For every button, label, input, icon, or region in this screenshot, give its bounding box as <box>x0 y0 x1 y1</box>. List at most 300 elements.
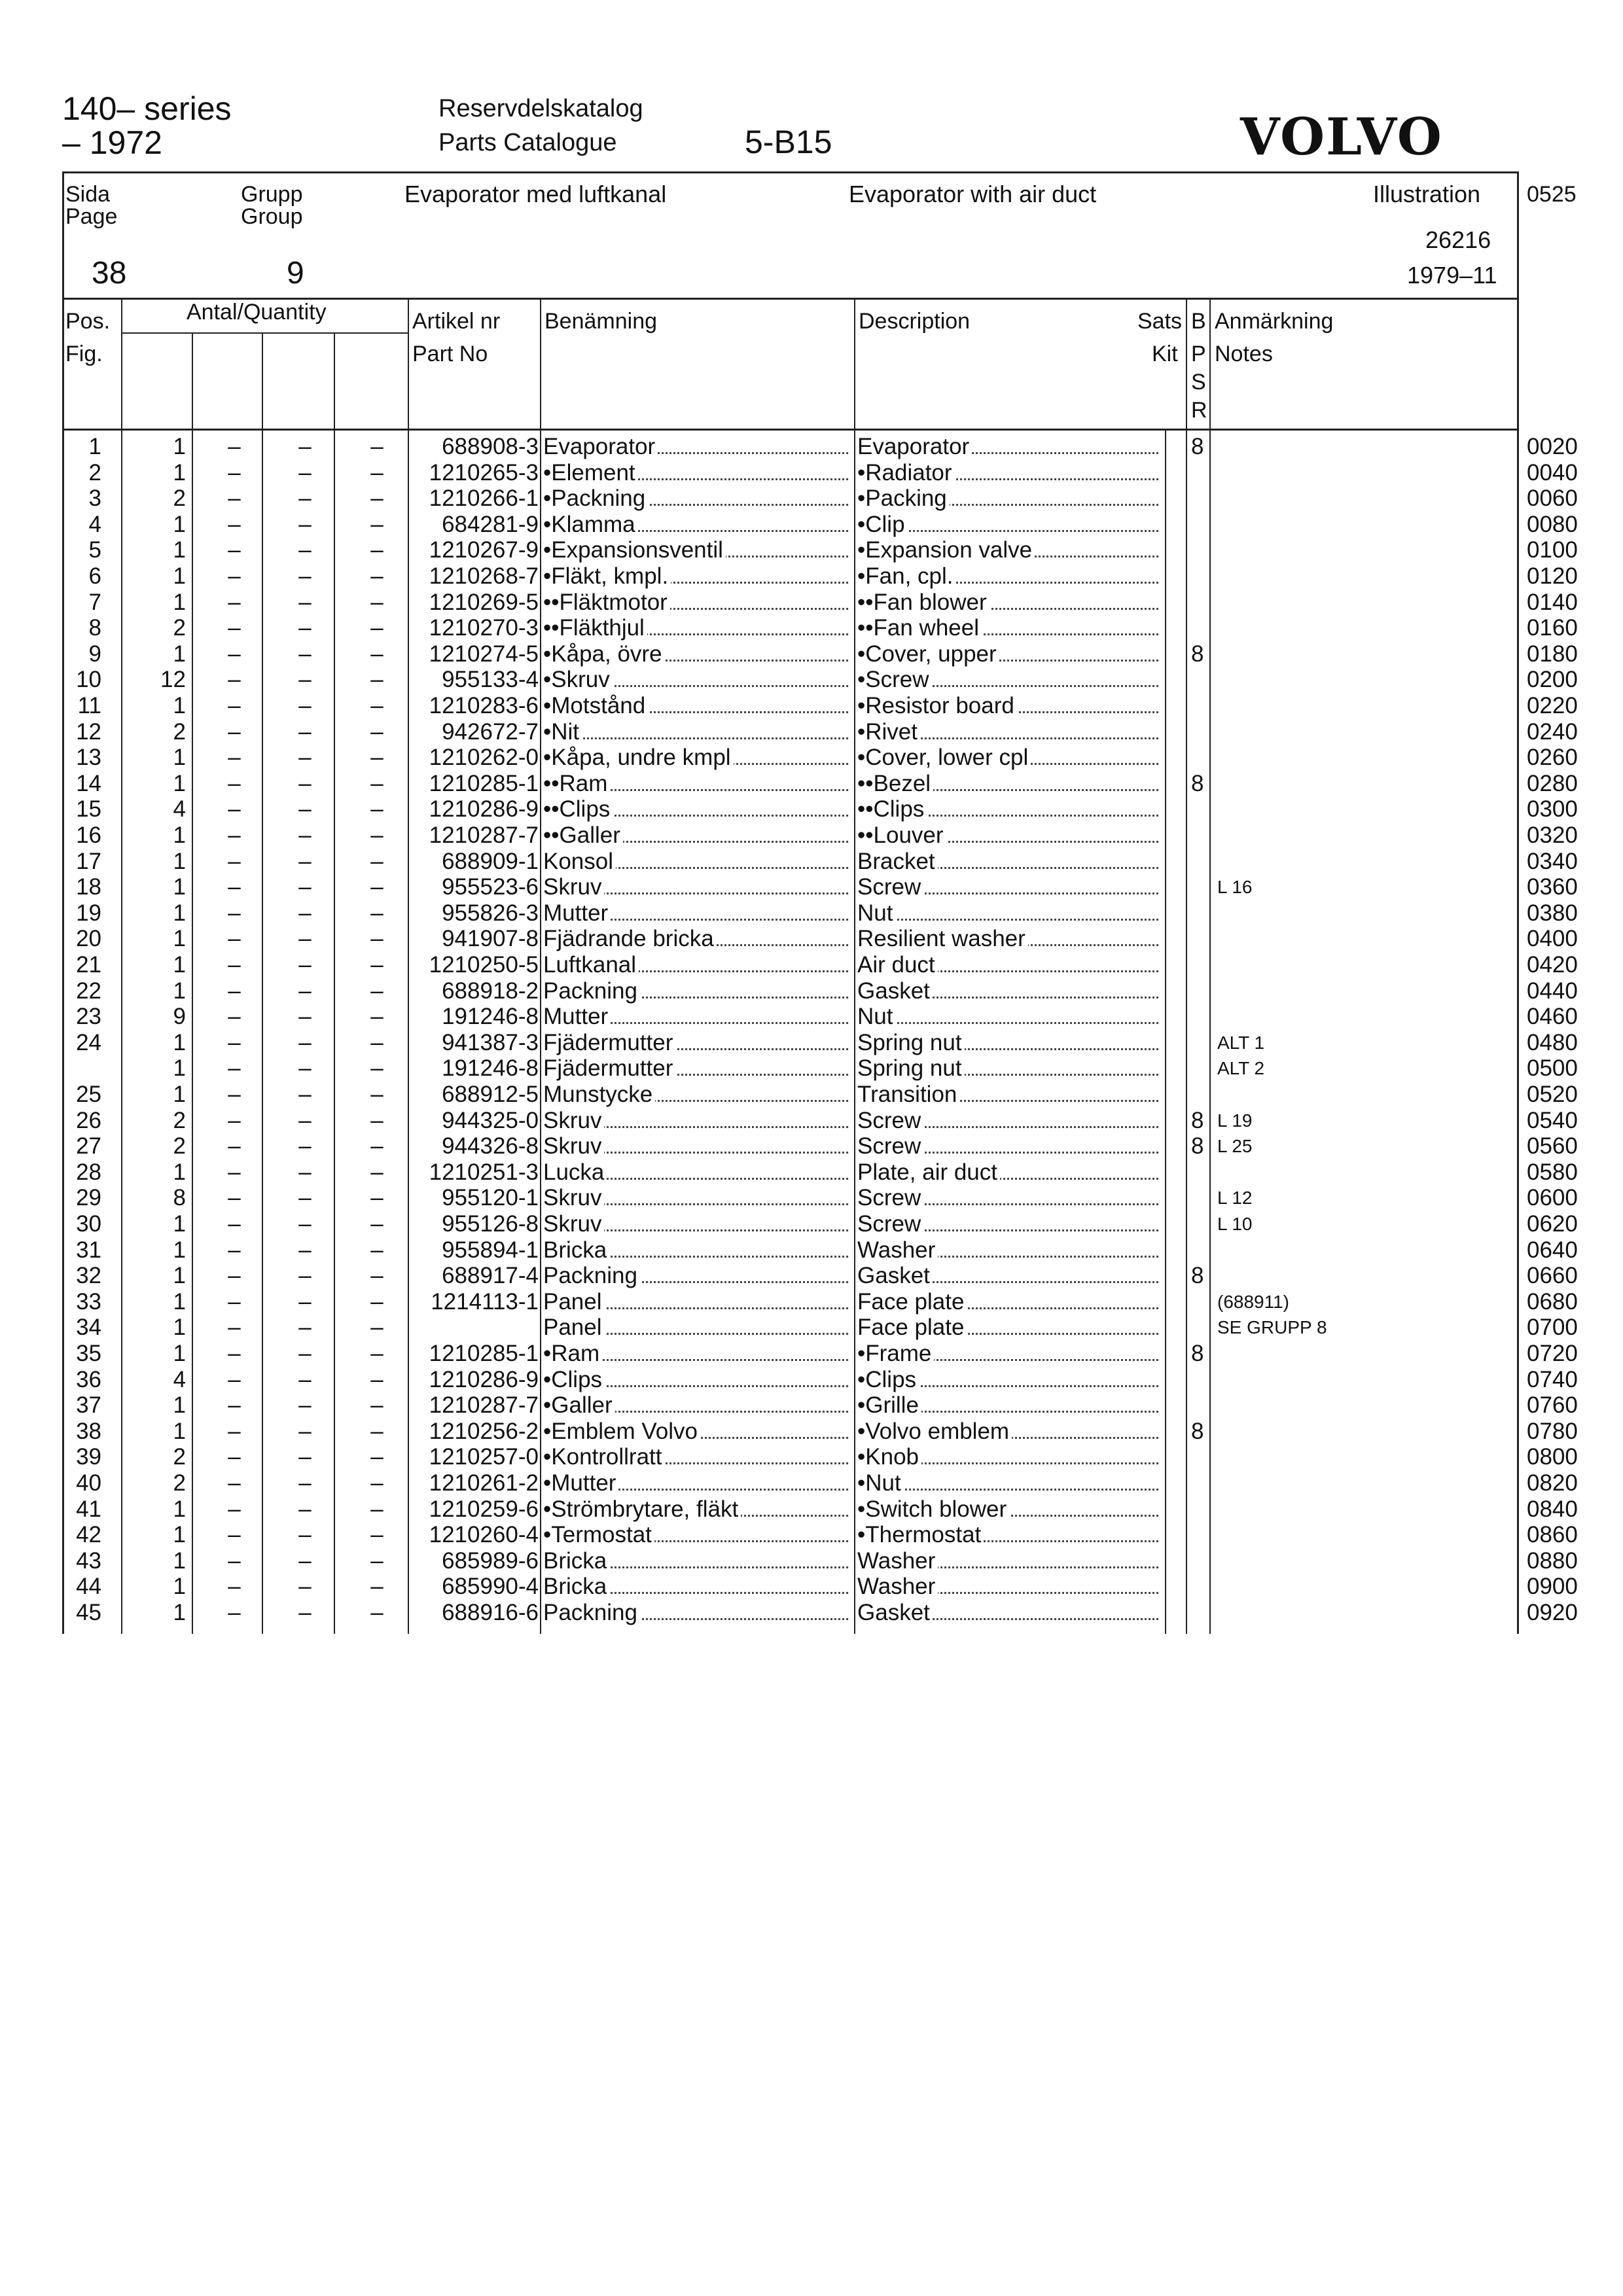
description-cell <box>857 1082 1162 1108</box>
pos-cell: 36 <box>76 1366 101 1392</box>
qty-dash: – <box>228 1133 241 1159</box>
code-cell: 0740 <box>1527 1366 1578 1392</box>
part-number-cell: 1210266-1 <box>429 486 539 512</box>
quantity-cell: 1 <box>173 1211 186 1237</box>
page-label-en: Page <box>65 204 118 229</box>
qty-dash: – <box>370 1444 383 1470</box>
code-cell: 0120 <box>1527 563 1578 589</box>
qty-dash: – <box>298 563 312 589</box>
description-cell-text: ••Fan blower <box>857 590 990 615</box>
pos-cell: 29 <box>76 1185 101 1211</box>
table-row <box>0 693 1623 719</box>
code-cell: 0640 <box>1527 1237 1578 1263</box>
part-number-cell: 684281-9 <box>442 511 539 537</box>
code-cell: 0620 <box>1527 1211 1578 1237</box>
description-cell-text: Gasket <box>857 1263 933 1288</box>
code-cell: 0760 <box>1527 1392 1578 1419</box>
qty-dash: – <box>298 770 312 796</box>
table-row <box>0 1419 1623 1445</box>
name-sv-cell <box>543 719 852 745</box>
qty-dash: – <box>228 1055 241 1082</box>
qty-dash: – <box>298 1315 312 1341</box>
description-cell <box>857 1185 1162 1211</box>
description-cell-text: Spring nut <box>857 1030 965 1055</box>
description-cell <box>857 537 1162 563</box>
name-sv-cell <box>543 1600 852 1626</box>
quantity-cell: 1 <box>173 1418 186 1444</box>
description-cell <box>857 1392 1162 1419</box>
quantity-cell: 1 <box>173 952 186 978</box>
pos-cell: 44 <box>76 1574 101 1600</box>
pos-cell: 15 <box>76 796 101 822</box>
col-name-sv: Benämning <box>544 309 658 334</box>
series-label: 140– series <box>62 90 232 127</box>
part-number-cell: 1210267-9 <box>429 537 539 563</box>
part-number-cell: 1210251-3 <box>429 1159 539 1185</box>
qty-dash: – <box>370 1004 383 1030</box>
qty-dash: – <box>370 1392 383 1419</box>
qty-dash: – <box>298 745 312 771</box>
qty-dash: – <box>298 511 312 537</box>
quantity-cell: 1 <box>173 693 186 718</box>
qty-dash: – <box>298 1185 312 1211</box>
description-cell <box>857 434 1162 460</box>
qty-dash: – <box>298 1133 312 1159</box>
qty-dash: – <box>298 1159 312 1185</box>
code-cell: 0920 <box>1527 1600 1578 1625</box>
code-cell: 0860 <box>1527 1522 1578 1548</box>
quantity-cell: 1 <box>173 1392 186 1419</box>
description-cell <box>857 563 1162 590</box>
col-r: R <box>1191 398 1207 423</box>
qty-dash: – <box>298 486 312 512</box>
code-cell: 0020 <box>1527 434 1578 459</box>
qty-dash: – <box>228 1107 241 1133</box>
pos-cell: 35 <box>76 1341 101 1366</box>
name-sv-cell <box>543 1237 852 1263</box>
part-number-cell: 1210268-7 <box>429 563 539 589</box>
table-row <box>0 486 1623 512</box>
name-sv-cell-text: ••Ram <box>543 771 610 796</box>
description-cell-text: •Frame <box>857 1341 934 1366</box>
code-cell: 0200 <box>1527 667 1578 693</box>
col-part-sv: Artikel nr <box>412 309 501 334</box>
qty-dash: – <box>228 434 241 459</box>
catalog-title-en: Parts Catalogue <box>438 129 617 156</box>
part-number-cell: 955523-6 <box>442 874 539 900</box>
quantity-cell: 2 <box>173 486 186 512</box>
pos-cell: 37 <box>76 1392 101 1419</box>
page-number: 38 <box>92 256 127 291</box>
code-cell: 0820 <box>1527 1470 1578 1496</box>
qty-dash: – <box>370 1029 383 1055</box>
name-sv-cell-text: Konsol <box>543 849 616 874</box>
quantity-cell: 1 <box>173 1029 186 1055</box>
notes-cell: ALT 2 <box>1217 1058 1265 1079</box>
description-cell <box>857 745 1162 771</box>
name-sv-cell <box>543 1004 852 1030</box>
name-sv-cell <box>543 1341 852 1367</box>
part-number-cell: 1210287-7 <box>429 1392 539 1419</box>
quantity-cell: 1 <box>173 1082 186 1107</box>
table-row <box>0 900 1623 927</box>
qty-dash: – <box>298 1029 312 1055</box>
description-cell-text: Screw <box>857 1133 923 1159</box>
name-sv-cell-text: •Galler <box>543 1392 615 1418</box>
year-label: – 1972 <box>62 124 162 161</box>
code-cell: 0140 <box>1527 589 1578 615</box>
qty-dash: – <box>298 874 312 900</box>
col-pos: Pos. <box>65 309 111 334</box>
description-cell <box>857 1315 1162 1341</box>
qty-dash: – <box>298 537 312 563</box>
name-sv-cell <box>543 641 852 667</box>
qty-dash: – <box>370 1574 383 1600</box>
qty-dash: – <box>298 667 312 693</box>
qty-dash: – <box>298 434 312 459</box>
qty-dash: – <box>228 693 241 718</box>
qty-dash: – <box>370 745 383 771</box>
table-row <box>0 1211 1623 1237</box>
bpsr-cell: 8 <box>1191 434 1204 459</box>
bpsr-cell: 8 <box>1191 1341 1204 1366</box>
qty-dash: – <box>370 978 383 1004</box>
table-row <box>0 1055 1623 1082</box>
description-cell-text: Gasket <box>857 978 933 1004</box>
pos-cell: 18 <box>76 874 101 900</box>
code-cell: 0720 <box>1527 1341 1578 1366</box>
name-sv-cell-text: Fjädermutter <box>543 1055 675 1081</box>
qty-dash: – <box>228 1547 241 1574</box>
description-cell <box>857 900 1162 927</box>
part-number-cell: 941907-8 <box>442 926 539 952</box>
name-sv-cell-text: Skruv <box>543 874 604 900</box>
name-sv-cell-text: Mutter <box>543 900 611 926</box>
description-cell <box>857 486 1162 512</box>
table-row <box>0 434 1623 460</box>
code-cell: 0480 <box>1527 1029 1578 1055</box>
qty-dash: – <box>298 848 312 874</box>
description-cell-text: •Nut <box>857 1470 904 1496</box>
description-cell-text: Air duct <box>857 952 938 978</box>
part-number-cell: 955126-8 <box>442 1211 539 1237</box>
description-cell-text: •Cover, lower cpl <box>857 745 1031 770</box>
qty-dash: – <box>298 1522 312 1548</box>
pos-cell: 2 <box>88 459 101 486</box>
pos-cell: 41 <box>76 1496 101 1522</box>
qty-dash: – <box>298 978 312 1004</box>
quantity-cell: 1 <box>173 1159 186 1185</box>
code-cell: 0780 <box>1527 1418 1578 1444</box>
quantity-cell: 4 <box>173 1366 186 1392</box>
qty-dash: – <box>370 693 383 718</box>
qty-dash: – <box>370 1470 383 1496</box>
qty-dash: – <box>228 952 241 978</box>
part-number-cell: 1210286-9 <box>429 1366 539 1392</box>
name-sv-cell <box>543 512 852 538</box>
pos-cell: 16 <box>76 822 101 848</box>
pos-cell: 14 <box>76 770 101 796</box>
qty-dash: – <box>298 1263 312 1289</box>
qty-dash: – <box>298 1082 312 1107</box>
part-number-cell: 191246-8 <box>442 1004 539 1030</box>
name-sv-cell <box>543 926 852 952</box>
quantity-cell: 1 <box>173 537 186 563</box>
quantity-cell: 1 <box>173 1263 186 1289</box>
qty-dash: – <box>298 615 312 641</box>
col-notes-en: Notes <box>1215 342 1273 366</box>
table-row <box>0 537 1623 563</box>
description-cell-text: ••Fan wheel <box>857 615 982 641</box>
pos-cell: 28 <box>76 1159 101 1185</box>
quantity-cell: 2 <box>173 1133 186 1159</box>
code-cell: 0260 <box>1527 745 1578 771</box>
name-sv-cell <box>543 1315 852 1341</box>
description-cell-text: •Rivet <box>857 719 920 745</box>
quantity-cell: 1 <box>173 926 186 952</box>
pos-cell: 40 <box>76 1470 101 1496</box>
table-row <box>0 1133 1623 1159</box>
qty-dash: – <box>370 667 383 693</box>
pos-cell: 10 <box>76 667 101 693</box>
description-cell-text: Plate, air duct <box>857 1159 1000 1185</box>
name-sv-cell <box>543 1496 852 1523</box>
table-row <box>0 1289 1623 1315</box>
qty-dash: – <box>298 641 312 667</box>
table-row <box>0 667 1623 693</box>
description-cell-text: Screw <box>857 1185 923 1210</box>
name-sv-cell-text: •Emblem Volvo <box>543 1419 700 1444</box>
quantity-cell: 2 <box>173 718 186 745</box>
name-sv-cell-text: Panel <box>543 1289 605 1315</box>
description-cell <box>857 641 1162 667</box>
name-sv-cell <box>543 1470 852 1496</box>
description-cell-text: •Expansion valve <box>857 537 1035 563</box>
name-sv-cell <box>543 745 852 771</box>
name-sv-cell-text: Packning <box>543 978 640 1004</box>
description-cell <box>857 1055 1162 1082</box>
qty-dash: – <box>370 1366 383 1392</box>
name-sv-cell-text: •Kåpa, övre <box>543 641 665 667</box>
part-number-cell: 1210274-5 <box>429 641 539 667</box>
qty-dash: – <box>228 1470 241 1496</box>
description-cell-text: •Knob <box>857 1444 921 1470</box>
qty-dash: – <box>228 1082 241 1107</box>
description-cell-text: Face plate <box>857 1315 967 1340</box>
pos-cell: 24 <box>76 1029 101 1055</box>
name-sv-cell <box>543 537 852 563</box>
quantity-cell: 1 <box>173 1315 186 1341</box>
qty-dash: – <box>228 641 241 667</box>
pos-cell: 30 <box>76 1211 101 1237</box>
name-sv-cell <box>543 1444 852 1470</box>
pos-cell: 7 <box>88 589 101 615</box>
qty-dash: – <box>370 434 383 459</box>
quantity-cell: 1 <box>173 511 186 537</box>
part-number-cell: 1210257-0 <box>429 1444 539 1470</box>
qty-dash: – <box>370 1418 383 1444</box>
name-sv-cell-text: Skruv <box>543 1133 604 1159</box>
name-sv-cell <box>543 822 852 849</box>
qty-dash: – <box>228 1366 241 1392</box>
code-cell: 0840 <box>1527 1496 1578 1522</box>
qty-dash: – <box>228 926 241 952</box>
qty-dash: – <box>298 1418 312 1444</box>
description-cell-text: Screw <box>857 874 923 900</box>
qty-dash: – <box>370 718 383 745</box>
table-row <box>0 849 1623 875</box>
group-label-en: Group <box>241 204 303 229</box>
pos-cell: 6 <box>88 563 101 589</box>
qty-dash: – <box>298 952 312 978</box>
table-row <box>0 1470 1623 1496</box>
description-cell <box>857 1289 1162 1315</box>
description-cell <box>857 693 1162 719</box>
description-cell-text: Screw <box>857 1108 923 1133</box>
description-cell <box>857 1030 1162 1056</box>
pos-cell: 19 <box>76 900 101 926</box>
description-cell <box>857 1133 1162 1159</box>
quantity-cell: 1 <box>173 874 186 900</box>
bpsr-cell: 8 <box>1191 641 1204 667</box>
description-cell <box>857 1470 1162 1496</box>
page-label-sv: Sida <box>65 182 111 207</box>
pos-cell: 21 <box>76 952 101 978</box>
qty-dash: – <box>228 1029 241 1055</box>
pos-cell: 11 <box>77 693 101 718</box>
name-sv-cell <box>543 796 852 822</box>
part-number-cell: 1210265-3 <box>429 459 539 486</box>
qty-dash: – <box>228 874 241 900</box>
qty-dash: – <box>370 589 383 615</box>
code-cell: 0320 <box>1527 822 1578 848</box>
qty-dash: – <box>228 667 241 693</box>
qty-dash: – <box>228 718 241 745</box>
quantity-cell: 1 <box>173 459 186 486</box>
qty-dash: – <box>370 1082 383 1107</box>
name-sv-cell <box>543 434 852 460</box>
pos-cell: 9 <box>88 641 101 667</box>
pos-cell: 26 <box>76 1107 101 1133</box>
description-cell-text: •Switch blower <box>857 1496 1009 1522</box>
qty-dash: – <box>228 822 241 848</box>
quantity-cell: 2 <box>173 1444 186 1470</box>
part-number-cell: 955133-4 <box>442 667 539 693</box>
qty-dash: – <box>370 1211 383 1237</box>
notes-cell: ALT 1 <box>1217 1032 1265 1053</box>
qty-dash: – <box>298 796 312 822</box>
name-sv-cell-text: Panel <box>543 1315 605 1340</box>
description-cell <box>857 1341 1162 1367</box>
pos-cell: 43 <box>76 1547 101 1574</box>
pos-cell: 1 <box>88 434 101 459</box>
quantity-cell: 1 <box>173 563 186 589</box>
name-sv-cell <box>543 693 852 719</box>
table-row <box>0 1108 1623 1134</box>
name-sv-cell <box>543 1211 852 1237</box>
name-sv-cell-text: •Strömbrytare, fläkt <box>543 1496 741 1522</box>
qty-dash: – <box>228 1392 241 1419</box>
qty-dash: – <box>370 874 383 900</box>
code-cell: 0520 <box>1527 1082 1578 1107</box>
table-row <box>0 745 1623 771</box>
pos-cell: 5 <box>88 537 101 563</box>
qty-dash: – <box>298 1004 312 1030</box>
table-row <box>0 1574 1623 1600</box>
qty-dash: – <box>228 459 241 486</box>
part-number-cell: 1210283-6 <box>429 693 539 718</box>
description-cell <box>857 1419 1162 1445</box>
qty-dash: – <box>298 1496 312 1522</box>
qty-dash: – <box>370 1341 383 1366</box>
description-cell-text: Evaporator <box>857 434 972 459</box>
table-row <box>0 1159 1623 1186</box>
name-sv-cell <box>543 1055 852 1082</box>
name-sv-cell-text: Luftkanal <box>543 952 639 978</box>
illustration-number: 26216 <box>1425 226 1491 253</box>
name-sv-cell <box>543 1082 852 1108</box>
code-cell: 0900 <box>1527 1574 1578 1600</box>
pos-cell: 23 <box>76 1004 101 1030</box>
description-cell <box>857 1548 1162 1574</box>
part-number-cell: 1210287-7 <box>429 822 539 848</box>
right-code: 0525 <box>1527 182 1577 207</box>
name-sv-cell-text: Packning <box>543 1600 640 1625</box>
qty-dash: – <box>298 1055 312 1082</box>
table-row <box>0 771 1623 797</box>
qty-dash: – <box>228 486 241 512</box>
qty-dash: – <box>298 822 312 848</box>
bpsr-cell: 8 <box>1191 770 1204 796</box>
part-number-cell: 685990-4 <box>442 1574 539 1600</box>
qty-dash: – <box>370 1315 383 1341</box>
part-number-cell: 1210259-6 <box>429 1496 539 1522</box>
qty-dash: – <box>370 848 383 874</box>
name-sv-cell <box>543 1367 852 1393</box>
part-number-cell: 1210285-1 <box>429 1341 539 1366</box>
part-number-cell: 942672-7 <box>442 718 539 745</box>
qty-dash: – <box>298 1211 312 1237</box>
part-number-cell: 685989-6 <box>442 1547 539 1574</box>
part-number-cell: 955826-3 <box>442 900 539 926</box>
name-sv-cell <box>543 978 852 1004</box>
description-cell-text: ••Clips <box>857 796 927 822</box>
name-sv-cell-text: ••Fläktmotor <box>543 590 670 615</box>
description-cell <box>857 719 1162 745</box>
code-cell: 0500 <box>1527 1055 1578 1082</box>
description-cell <box>857 822 1162 849</box>
description-cell <box>857 978 1162 1004</box>
description-cell-text: •Resistor board <box>857 693 1017 718</box>
description-cell-text: Screw <box>857 1211 923 1237</box>
name-sv-cell-text: •Nit <box>543 719 582 745</box>
pos-cell: 20 <box>76 926 101 952</box>
bpsr-cell: 8 <box>1191 1107 1204 1133</box>
name-sv-cell <box>543 1263 852 1289</box>
quantity-cell: 9 <box>173 1004 186 1030</box>
qty-dash: – <box>228 1185 241 1211</box>
quantity-cell: 1 <box>173 1547 186 1574</box>
part-number-cell: 1210261-2 <box>429 1470 539 1496</box>
qty-dash: – <box>228 796 241 822</box>
description-cell <box>857 590 1162 616</box>
description-cell-text: ••Louver <box>857 822 946 848</box>
qty-dash: – <box>370 1107 383 1133</box>
description-cell <box>857 1367 1162 1393</box>
qty-dash: – <box>298 1341 312 1366</box>
bpsr-cell: 8 <box>1191 1418 1204 1444</box>
description-cell-text: •Clip <box>857 512 908 537</box>
